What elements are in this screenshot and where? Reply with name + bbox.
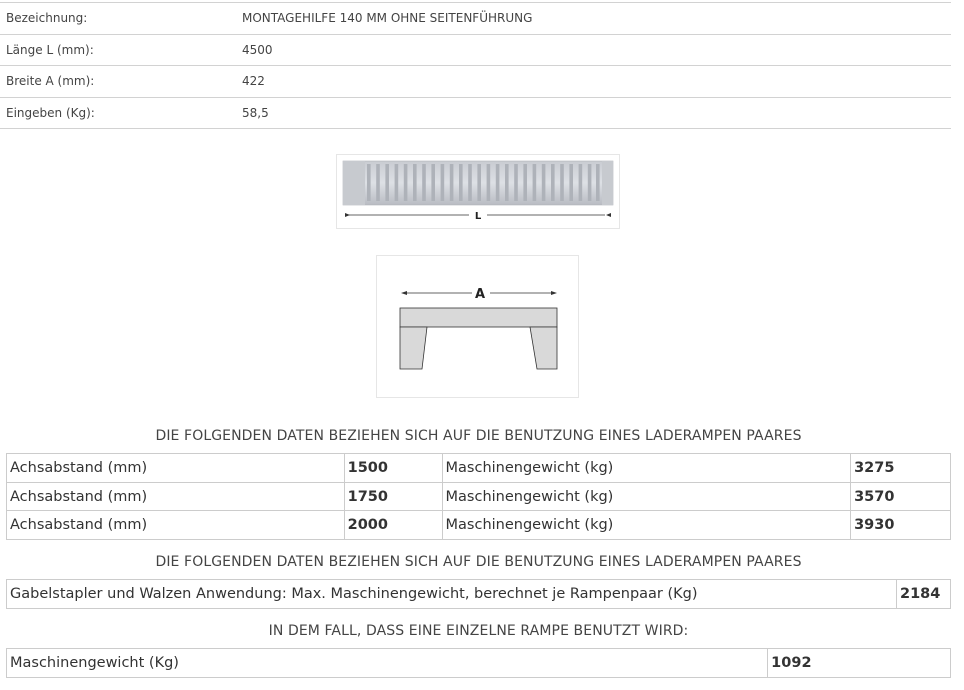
section-title-single-ramp: IN DEM FALL, DASS EINE EINZELNE RAMPE BENUTZT WIRD: xyxy=(268,623,689,639)
weight-value: 3930 xyxy=(851,511,951,540)
weight-label: Maschinengewicht (kg) xyxy=(442,511,851,540)
table-row xyxy=(7,580,951,609)
forklift-label: Gabelstapler und Walzen Anwendung: Max. Maschinengewicht, berechnet je Rampenpaar (Kg) xyxy=(7,580,897,609)
table-row xyxy=(7,482,951,511)
spec-label: Eingeben (Kg): xyxy=(6,105,95,120)
weight-label: Maschinengewicht (kg) xyxy=(442,454,851,483)
axle-label: Achsabstand (mm) xyxy=(7,454,345,483)
spec-row-gewicht xyxy=(0,98,951,130)
single-ramp-value: 1092 xyxy=(768,649,951,678)
forklift-value: 2184 xyxy=(897,580,951,609)
weight-value: 3275 xyxy=(851,454,951,483)
ramp-width-diagram xyxy=(376,255,579,398)
table-row xyxy=(7,454,951,483)
ramp-illustration xyxy=(337,155,619,228)
axle-value: 1500 xyxy=(344,454,442,483)
axle-label: Achsabstand (mm) xyxy=(7,482,345,511)
forklift-table xyxy=(6,579,951,609)
spec-row-breite xyxy=(0,66,951,98)
spec-row-bezeichnung xyxy=(0,3,951,35)
spec-label: Bezeichnung: xyxy=(6,11,88,26)
axle-label: Achsabstand (mm) xyxy=(7,511,345,540)
weight-label: Maschinengewicht (kg) xyxy=(442,482,851,511)
weight-value: 3570 xyxy=(851,482,951,511)
ramp-length-diagram xyxy=(336,154,620,229)
dimension-label-a: A xyxy=(474,287,486,302)
section-title-pair: DIE FOLGENDEN DATEN BEZIEHEN SICH AUF DIE BENUTZUNG EINES LADERAMPEN PAARES xyxy=(155,428,802,444)
table-row xyxy=(7,649,951,678)
spec-label: Länge L (mm): xyxy=(6,42,94,57)
single-ramp-label: Maschinengewicht (Kg) xyxy=(7,649,768,678)
spec-value: MONTAGEHILFE 140 MM OHNE SEITENFÜHRUNG xyxy=(242,11,533,26)
spec-value: 4500 xyxy=(242,42,273,57)
dimension-label-l: L xyxy=(474,211,482,222)
axle-value: 1750 xyxy=(344,482,442,511)
axle-value: 2000 xyxy=(344,511,442,540)
spec-row-laenge xyxy=(0,35,951,67)
profile-illustration xyxy=(377,256,578,397)
section-title-forklift: DIE FOLGENDEN DATEN BEZIEHEN SICH AUF DIE BENUTZUNG EINES LADERAMPEN PAARES xyxy=(155,554,802,570)
axle-distance-table xyxy=(6,453,951,540)
single-ramp-table xyxy=(6,648,951,678)
spec-list xyxy=(0,2,951,129)
spec-value: 422 xyxy=(242,74,265,89)
table-row xyxy=(7,511,951,540)
spec-label: Breite A (mm): xyxy=(6,74,95,89)
spec-value: 58,5 xyxy=(242,105,269,120)
